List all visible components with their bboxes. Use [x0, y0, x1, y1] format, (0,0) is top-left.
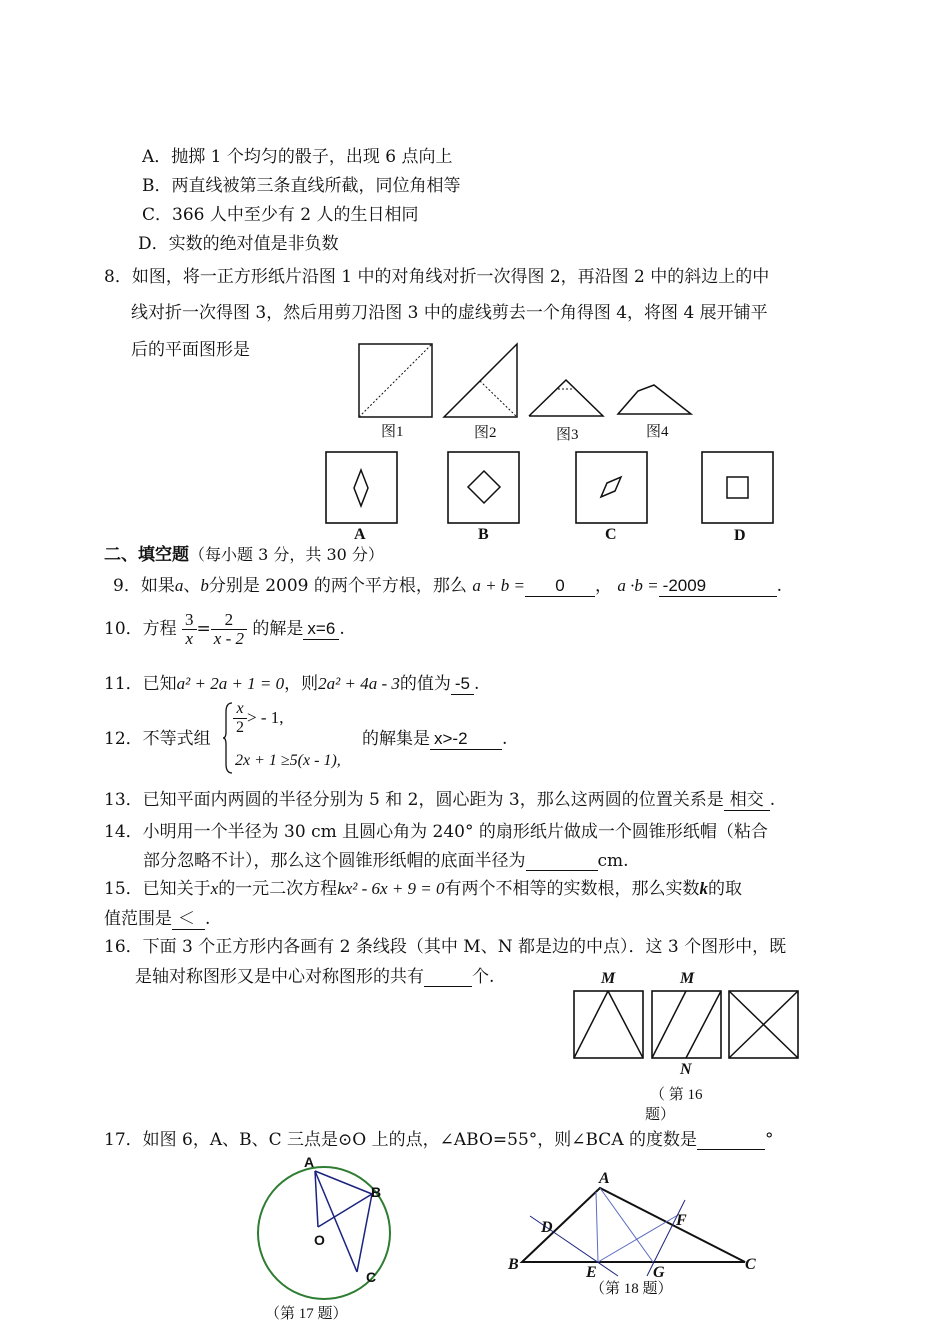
q9-end: . [776, 576, 783, 596]
q11-answer: -5 [451, 674, 474, 695]
q17-blank [697, 1131, 765, 1150]
q13 [104, 785, 775, 811]
q7-option-d: D．实数的绝对值是非负数 [138, 234, 339, 254]
q14-unit: cm. [597, 851, 629, 871]
q14-line-2: 部分忽略不计），那么这个圆锥形纸帽的底面半径为 cm. [143, 851, 629, 871]
q7-option-c: C．366 人中至少有 2 人的生日相同 [142, 205, 419, 225]
q18-label-a: A [599, 1170, 610, 1187]
q15-answer: ＜ [172, 904, 205, 930]
q18-caption: （第 18 题） [590, 1281, 673, 1297]
q10-fraction-2: $\frac{2}{x - 2}$ [211, 611, 247, 648]
q9 [113, 571, 782, 597]
q8-line-1: 8．如图，将一正方形纸片沿图 1 中的对角线对折一次得图 2，再沿图 2 中的斜边上的中 [104, 267, 770, 287]
q15-var-x: x [210, 879, 219, 898]
q16-unit: 个. [472, 967, 495, 987]
q9-var-b: b [200, 576, 209, 595]
q15-line-1: 15．已知关于x的一元二次方程kx² - 6x + 9 = 0有两个不相等的实数根，那么实数k的取 [104, 879, 743, 899]
q8-option-b-figure [447, 451, 521, 525]
q10-prefix: 10．方程 [104, 619, 177, 639]
q17-text: 17．如图 6，A、B、C 三点是⊙O 上的点，∠ABO=55°，则∠BCA 的度数是 [104, 1130, 697, 1150]
q14-line-1: 14．小明用一个半径为 30 cm 且圆心角为 240° 的扇形纸片做成一个圆锥形纸帽（粘合 [104, 822, 768, 842]
q16-blank [424, 968, 472, 987]
q8-option-c-figure [575, 451, 649, 525]
q10-fraction-1: $\frac{3}{x}$ [182, 611, 197, 648]
q9-comma: ， [595, 576, 613, 596]
q16-label-m-1: M [601, 970, 616, 987]
q12-end: . [502, 729, 508, 749]
q12-prefix: 12．不等式组 [104, 729, 211, 749]
q15-end: . [205, 909, 211, 929]
q16-label-m-2: M [680, 970, 695, 987]
q13-answer: 相交 [724, 785, 770, 811]
q16-line-2: 是轴对称图形又是中心对称图形的共有 个. [135, 967, 495, 987]
q10-eq: = [196, 619, 211, 639]
q12-fraction: $\frac{x}{2}$ [233, 700, 247, 737]
q17-label-a: A [304, 1154, 315, 1170]
q12-answer: x>-2 [430, 729, 502, 750]
q16-label-n: N [680, 1061, 692, 1078]
q13-end: . [769, 790, 776, 810]
q15-var-k: k [699, 879, 709, 898]
q18-label-f: F [676, 1212, 687, 1229]
q8-figure-4 [617, 381, 695, 417]
q10-end: . [339, 619, 345, 639]
section-2-note: （每小题 3 分，共 30 分） [189, 545, 384, 564]
q7-option-b: B．两直线被第三条直线所截，同位角相等 [142, 176, 461, 196]
q15-expr: kx² - 6x + 9 = 0 [337, 879, 445, 898]
fig-label-3: 图3 [556, 427, 579, 443]
q10 [104, 611, 345, 648]
q9-expr-2: a ·b = [617, 576, 659, 595]
q11-mid-2: 的值为 [399, 674, 451, 694]
q9-var-a: a [174, 576, 184, 595]
q9-prefix: 9．如果 [113, 576, 175, 596]
q17 [104, 1125, 774, 1150]
q9-mid: 分别是 2009 的两个平方根，那么 [208, 576, 467, 596]
section-2-header [104, 540, 384, 565]
option-label-c: C [605, 526, 617, 543]
option-label-a: A [354, 526, 366, 543]
q18-label-b: B [508, 1256, 519, 1273]
q8-figure-2 [443, 343, 521, 419]
q14-blank [526, 852, 598, 871]
q10-answer: x=6 [303, 619, 339, 640]
q8-line-2: 线对折一次得图 3，然后用剪刀沿图 3 中的虚线剪去一个角得图 4，将图 4 展开铺平 [131, 303, 768, 323]
q10-mid: 的解是 [252, 619, 304, 639]
q8-figure-3 [528, 378, 606, 420]
q16-caption-1: （ 第 16 [650, 1087, 703, 1103]
q16-line-1: 16．下面 3 个正方形内各画有 2 条线段（其中 M、N 都是边的中点）．这 3 个图形中，既 [104, 937, 787, 957]
q7-option-a: A．抛掷 1 个均匀的骰子，出现 6 点向上 [142, 147, 453, 167]
q11-end: . [474, 674, 480, 694]
q9-sep: 、 [183, 576, 201, 596]
q16-square-2 [651, 990, 723, 1060]
q8-figure-1 [358, 343, 434, 419]
q12-row-1-rest: > - 1, [247, 708, 284, 727]
q8-option-a-figure [325, 451, 399, 525]
q17-caption: （第 17 题） [265, 1306, 348, 1322]
q13-text: 13．已知平面内两圆的半径分别为 5 和 2，圆心距为 3，那么这两圆的位置关系是 [104, 790, 724, 810]
q16-square-1 [573, 990, 645, 1060]
q12-row-2: 2x + 1 ≥5(x - 1), [235, 752, 341, 769]
q12-row-1 [233, 700, 284, 737]
section-2-title: 二、填空题 [104, 545, 189, 565]
q17-label-o: O [314, 1232, 325, 1248]
q16-caption-2: 题） [645, 1107, 676, 1123]
q9-answer-2: -2009 [659, 576, 777, 597]
option-label-b: B [478, 526, 489, 543]
q11-prefix: 11．已知 [104, 674, 177, 694]
fig-label-2: 图2 [474, 425, 497, 441]
q9-answer-1: 0 [525, 576, 595, 597]
q16-square-3 [728, 990, 800, 1060]
q18-label-c: C [745, 1256, 756, 1273]
q11-expr-2: 2a² + 4a - 3 [318, 674, 400, 693]
q18-label-g: G [653, 1264, 665, 1281]
fig-label-1: 图1 [381, 424, 404, 440]
q17-degree: ° [765, 1130, 774, 1150]
q11-mid-1: ，则 [284, 674, 319, 694]
q8-option-d-figure [701, 451, 775, 525]
q15-line-2: 值范围是 ＜ . [104, 904, 210, 930]
q18-label-d: D [541, 1219, 553, 1236]
q8-line-3: 后的平面图形是 [131, 340, 250, 360]
q17-circle-figure [255, 1165, 405, 1305]
q12-mid: 的解集是 [362, 729, 430, 749]
q11 [104, 669, 479, 695]
q18-label-e: E [586, 1264, 597, 1281]
q17-label-c: C [366, 1269, 377, 1285]
q11-expr-1: a² + 2a + 1 = 0 [176, 674, 285, 693]
q12-answer-line [362, 724, 507, 750]
q17-label-b: B [371, 1184, 382, 1200]
option-label-d: D [734, 527, 746, 544]
q9-expr-1: a + b = [472, 576, 526, 595]
fig-label-4: 图4 [646, 424, 669, 440]
